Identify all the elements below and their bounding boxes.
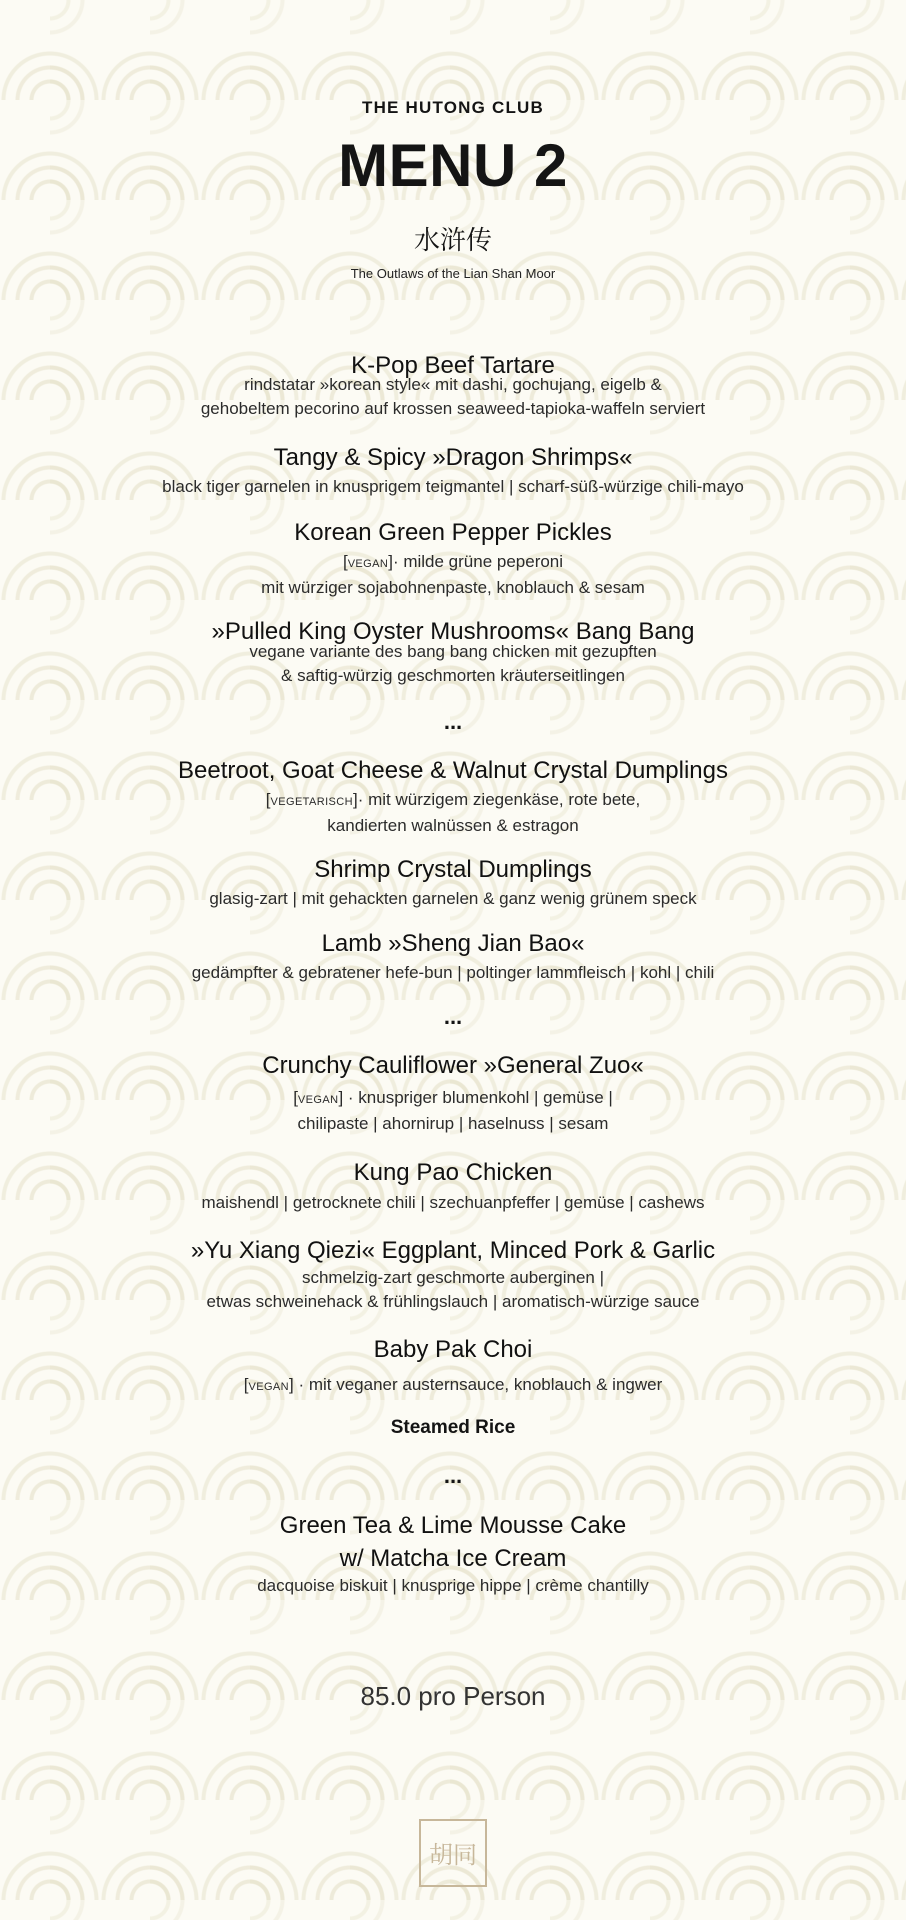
dish-description-line: & saftig-würzig geschmorten kräuterseitlingen <box>281 666 625 685</box>
dish-kung-pao-chicken <box>0 1158 906 1215</box>
dish-description <box>0 640 906 688</box>
dish-description-line: chilipaste | ahornirup | haselnuss | sesam <box>297 1114 609 1133</box>
dish-green-tea-mousse-cake <box>0 1511 906 1598</box>
section-separator: ... <box>443 1004 463 1029</box>
dish-name: K-Pop Beef Tartare <box>351 352 555 379</box>
diet-tag: VEGAN <box>347 558 389 570</box>
dish-name-line-2: w/ Matcha Ice Cream <box>339 1545 567 1572</box>
diet-tag: VEGAN <box>248 1381 289 1393</box>
dish-name: Kung Pao Chicken <box>353 1159 553 1186</box>
dish-name: Lamb »Sheng Jian Bao« <box>321 930 585 957</box>
chinese-title: 水浒传 <box>413 226 492 256</box>
dish-description-line: gehobeltem pecorino auf krossen seaweed-tapioka-waffeln serviert <box>200 399 706 418</box>
dish-description-line: etwas schweinehack & frühlingslauch | aromatisch-würzige sauce <box>206 1292 700 1311</box>
section-separator: ... <box>443 1463 463 1488</box>
menu-title: MENU 2 <box>338 132 568 199</box>
dish-green-pepper-pickles <box>0 518 906 600</box>
dish-description-line: mit würziger sojabohnenpaste, knoblauch & sesam <box>261 578 645 597</box>
dish-baby-pak-choi <box>0 1335 906 1399</box>
dish-yu-xiang-qiezi <box>0 1236 906 1314</box>
dish-name: Tangy & Spicy »Dragon Shrimps« <box>273 444 633 471</box>
dish-dragon-shrimps <box>0 443 906 499</box>
dish-name: Crunchy Cauliflower »General Zuo« <box>262 1052 644 1079</box>
dish-description-line: rindstatar »korean style« mit dashi, gochujang, eigelb & <box>244 375 662 394</box>
dish-description-line: [VEGAN]· milde grüne peperoni <box>342 552 564 571</box>
dish-description-line: gedämpfter & gebratener hefe-bun | poltinger lammfleisch | kohl | chili <box>191 963 715 982</box>
dish-description <box>0 373 906 421</box>
dish-description-line: maishendl | getrocknete chili | szechuanpfeffer | gemüse | cashews <box>201 1193 705 1212</box>
dish-cauliflower-general-zuo <box>0 1051 906 1136</box>
dish-name: Korean Green Pepper Pickles <box>294 519 612 546</box>
dish-description-line: [VEGAN] · mit veganer austernsauce, knoblauch & ingwer <box>243 1375 663 1394</box>
logo-text: 胡同 <box>429 1841 477 1869</box>
restaurant-name: THE HUTONG CLUB <box>361 98 544 117</box>
dish-name: »Yu Xiang Qiezi« Eggplant, Minced Pork & Garlic <box>190 1237 716 1264</box>
dish-description-line: dacquoise biskuit | knusprige hippe | crème chantilly <box>257 1576 649 1595</box>
dish-shrimp-dumplings <box>0 855 906 911</box>
menu-price: 85.0 pro Person <box>360 1681 546 1711</box>
dish-name: Shrimp Crystal Dumplings <box>314 856 592 883</box>
hutong-seal-logo-icon <box>419 1819 487 1887</box>
dish-steamed-rice: Steamed Rice <box>390 1417 516 1438</box>
dish-description-line: black tiger garnelen in knusprigem teigmantel | scharf-süß-würzige chili-mayo <box>162 477 744 496</box>
dish-description-line: schmelzig-zart geschmorte auberginen | <box>301 1268 605 1287</box>
dish-description-line: [VEGETARISCH]· mit würzigem ziegenkäse, rote bete, <box>265 790 641 809</box>
dish-name: »Pulled King Oyster Mushrooms« Bang Bang <box>211 618 695 645</box>
dish-beetroot-dumplings <box>0 756 906 838</box>
dish-name: Baby Pak Choi <box>373 1336 533 1363</box>
dish-description-line: glasig-zart | mit gehackten garnelen & ganz wenig grünem speck <box>209 889 697 908</box>
diet-tag: VEGAN <box>297 1094 339 1106</box>
section-separator: ... <box>443 709 463 734</box>
dish-description-line: kandierten walnüssen & estragon <box>327 816 579 835</box>
dish-sheng-jian-bao <box>0 929 906 985</box>
dish-name: Green Tea & Lime Mousse Cake <box>279 1512 627 1539</box>
menu-subtitle: The Outlaws of the Lian Shan Moor <box>350 266 556 281</box>
dish-name: Beetroot, Goat Cheese & Walnut Crystal Dumplings <box>177 757 729 784</box>
dish-description-line: [VEGAN] · knuspriger blumenkohl | gemüse | <box>293 1088 613 1107</box>
dish-description-line: vegane variante des bang bang chicken mit gezupften <box>249 642 657 661</box>
diet-tag: VEGETARISCH <box>270 796 353 808</box>
